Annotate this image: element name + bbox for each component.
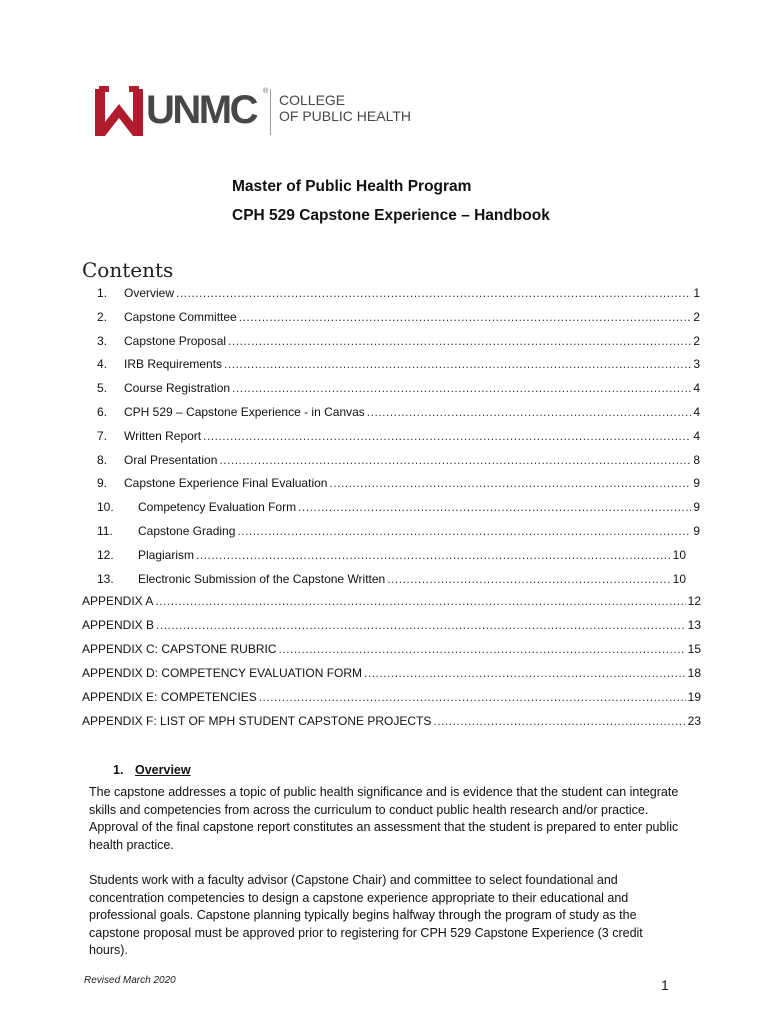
toc-leader-dots xyxy=(278,640,685,658)
toc-leader-dots xyxy=(228,332,691,350)
toc-entry[interactable] xyxy=(97,546,686,564)
toc-entry[interactable] xyxy=(97,308,700,326)
toc-entry-page: 12 xyxy=(687,594,701,608)
toc-entry-number: 12. xyxy=(97,547,114,562)
logo-registered-mark: ® xyxy=(263,88,269,95)
toc-entry-number: 4. xyxy=(97,357,108,372)
toc-entry-label: Competency Evaluation Form xyxy=(138,500,297,515)
toc-leader-dots xyxy=(232,379,691,397)
toc-appendix-entry[interactable] xyxy=(82,616,701,634)
logo-wordmark: UNMC xyxy=(146,88,256,132)
toc-entry-number: 1. xyxy=(97,286,108,300)
toc-entry[interactable] xyxy=(97,474,700,492)
section-number: 1. xyxy=(113,763,124,777)
toc-entry-page: 4 xyxy=(693,381,700,396)
toc-entry[interactable] xyxy=(97,332,700,350)
toc-entry-label: Capstone Grading xyxy=(138,524,236,538)
toc-entry[interactable] xyxy=(97,570,686,588)
toc-entry[interactable] xyxy=(97,355,700,373)
toc-entry-label: Capstone Committee xyxy=(124,309,237,324)
toc-leader-dots xyxy=(433,712,685,730)
toc-entry-label: Plagiarism xyxy=(138,547,195,562)
toc-entry-page: 9 xyxy=(693,500,700,515)
toc-leader-dots xyxy=(298,498,691,516)
toc-entry-label: Course Registration xyxy=(124,381,231,396)
toc-leader-dots xyxy=(156,616,686,634)
toc-entry[interactable] xyxy=(97,498,700,516)
toc-entry-label: APPENDIX F: LIST OF MPH STUDENT CAPSTONE PROJECTS xyxy=(82,713,432,728)
toc-entry-page: 18 xyxy=(687,665,701,680)
toc-entry-number: 10. xyxy=(97,500,114,515)
toc-entry-label: Capstone Experience Final Evaluation xyxy=(124,476,328,491)
toc-leader-dots xyxy=(239,308,692,326)
revised-date: Revised March 2020 xyxy=(84,975,176,986)
toc-appendix-entry[interactable] xyxy=(82,688,701,706)
logo-divider xyxy=(270,89,271,135)
toc-entry-number: 9. xyxy=(97,476,108,491)
toc-leader-dots xyxy=(176,284,691,302)
toc-appendix-entry[interactable] xyxy=(82,712,701,730)
toc-entry-number: 13. xyxy=(97,571,114,586)
toc-entry-page: 3 xyxy=(693,357,700,372)
toc-entry-page: 4 xyxy=(693,428,700,443)
toc-entry-page: 19 xyxy=(687,689,701,704)
toc-entry-number: 7. xyxy=(97,428,108,443)
toc-entry[interactable] xyxy=(97,451,700,469)
toc-leader-dots xyxy=(387,570,670,588)
toc-appendix-entry[interactable] xyxy=(82,640,701,658)
toc-entry[interactable] xyxy=(97,427,700,445)
toc-leader-dots xyxy=(196,546,671,564)
page-number: 1 xyxy=(661,977,669,993)
toc-entry-label: IRB Requirements xyxy=(124,357,223,372)
document-subtitle: CPH 529 Capstone Experience – Handbook xyxy=(232,207,550,224)
toc-entry[interactable] xyxy=(97,284,700,302)
toc-entry-label: Overview xyxy=(124,286,175,300)
toc-entry-page: 9 xyxy=(693,476,700,491)
toc-entry-label: APPENDIX E: COMPETENCIES xyxy=(82,689,257,704)
toc-leader-dots xyxy=(364,664,686,682)
toc-entry-label: Electronic Submission of the Capstone Written xyxy=(138,571,386,586)
toc-entry-label: Capstone Proposal xyxy=(124,333,227,348)
toc-entry-page: 13 xyxy=(687,617,701,632)
overview-paragraph-1: The capstone addresses a topic of public health significance and is evidence that the student can integrate skills and competencies from across the curriculum to conduct public health research and/or practice. Approval of the final capstone report constitutes an assessment that the student is prepared to enter public health practice. xyxy=(89,785,679,852)
section-title: Overview xyxy=(135,763,191,777)
toc-entry-label: Oral Presentation xyxy=(124,452,218,467)
toc-leader-dots xyxy=(329,474,691,492)
toc-entry-page: 23 xyxy=(687,713,701,728)
toc-entry-number: 8. xyxy=(97,452,108,467)
toc-entry-page: 10 xyxy=(672,571,686,586)
toc-entry[interactable] xyxy=(97,379,700,397)
toc-appendix-entry[interactable] xyxy=(82,664,701,682)
toc-entry[interactable] xyxy=(97,522,700,540)
toc-entry-page: 9 xyxy=(693,524,700,538)
toc-entry[interactable] xyxy=(97,403,700,421)
toc-entry-number: 5. xyxy=(97,381,108,396)
document-title: Master of Public Health Program xyxy=(232,178,472,195)
toc-entry-page: 15 xyxy=(687,641,701,656)
toc-leader-dots xyxy=(259,688,686,706)
toc-leader-dots xyxy=(219,451,691,469)
logo-college-name xyxy=(279,92,411,124)
toc-entry-label: APPENDIX C: CAPSTONE RUBRIC xyxy=(82,641,277,656)
toc-entry-label: Written Report xyxy=(124,428,202,443)
overview-paragraph-2: Students work with a faculty advisor (Capstone Chair) and committee to select foundational and concentration competencies to design a capstone experience appropriate to their educational and professional goals. Capstone planning typically begins halfway through the program of study as the capstone proposal must be approved prior to registering for CPH 529 Capstone Experience (3 credit hours). xyxy=(89,873,643,957)
toc-entry-label: APPENDIX D: COMPETENCY EVALUATION FORM xyxy=(82,665,363,680)
toc-leader-dots xyxy=(237,522,691,540)
toc-entry-page: 2 xyxy=(693,309,700,324)
toc-appendix-entry[interactable] xyxy=(82,592,701,610)
toc-entry-page: 4 xyxy=(693,405,700,419)
toc-entry-number: 2. xyxy=(97,309,108,324)
toc-leader-dots xyxy=(224,355,691,373)
toc-entry-label: APPENDIX A xyxy=(82,594,154,608)
section-heading-overview xyxy=(113,761,191,779)
toc-entry-page: 1 xyxy=(693,286,700,300)
logo-college-line1: COLLEGE xyxy=(279,92,346,108)
unmc-logo xyxy=(95,86,415,138)
toc-entry-label: APPENDIX B xyxy=(82,617,155,632)
toc-leader-dots xyxy=(155,592,685,610)
toc-leader-dots xyxy=(367,403,692,421)
toc-entry-number: 11. xyxy=(97,524,113,538)
toc-leader-dots xyxy=(203,427,691,445)
toc-entry-page: 10 xyxy=(672,547,686,562)
toc-entry-page: 8 xyxy=(693,452,700,467)
toc-entry-label: CPH 529 – Capstone Experience - in Canvas xyxy=(124,405,365,419)
contents-heading: Contents xyxy=(82,258,174,282)
unmc-n-mark-icon xyxy=(95,86,143,136)
toc-entry-number: 6. xyxy=(97,405,108,419)
logo-college-line2: OF PUBLIC HEALTH xyxy=(279,108,411,124)
toc-entry-page: 2 xyxy=(693,333,700,348)
toc-entry-number: 3. xyxy=(97,333,108,348)
